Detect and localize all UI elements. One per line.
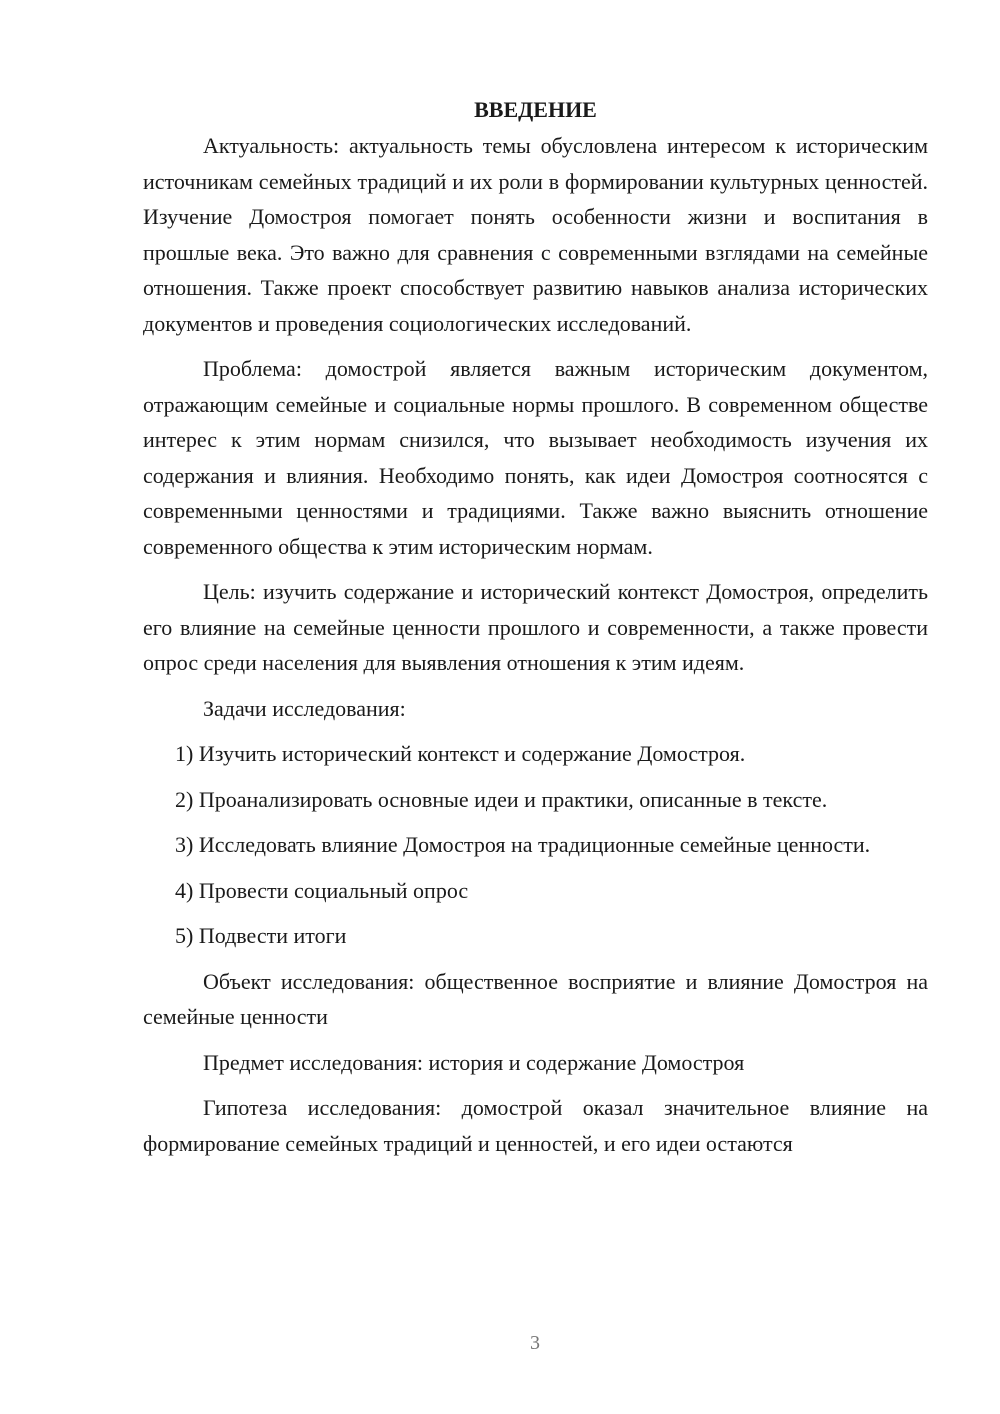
paragraph-object: Объект исследования: общественное восприятие и влияние Домостроя на семейные ценности (143, 968, 928, 1029)
section-heading: ВВЕДЕНИЕ (474, 97, 597, 122)
task-item-4: 4) Провести социальный опрос (175, 877, 469, 903)
document-page (143, 94, 928, 1171)
paragraph-hypothesis: Гипотеза исследования: домострой оказал значительное влияние на формирование семейных традиций и ценностей, и его идеи остаются (143, 1095, 928, 1156)
task-item-2: 2) Проанализировать основные идеи и практики, описанные в тексте. (175, 786, 828, 812)
paragraph-goal: Цель: изучить содержание и исторический контекст Домостроя, определить его влияние на семейные ценности прошлого и современности, а также провести опрос среди населения для выявления отношения к этим идеям. (143, 579, 928, 675)
task-item-1: 1) Изучить исторический контекст и содержание Домостроя. (175, 741, 746, 766)
task-item-5: 5) Подвести итоги (175, 923, 347, 948)
paragraph-problem: Проблема: домострой является важным историческим документом, отражающим семейные и социальные нормы прошлого. В современном обществе интерес к этим нормам снизился, что вызывает необходимость изучения их содержания и влияния. Необходимо понять, как идеи Домостроя соотносятся с современными ценностями и традициями. Также важно выяснить отношение современного общества к этим историческим нормам. (143, 356, 928, 559)
paragraph-relevance: Актуальность: актуальность темы обусловлена интересом к историческим источникам семейных традиций и их роли в формировании культурных ценностей. Изучение Домостроя помогает понять особенности жизни и воспитания в прошлые века. Это важно для сравнения с современными взглядами на семейные отношения. Также проект способствует развитию навыков анализа исторических документов и проведения социологических исследований. (143, 133, 928, 336)
paragraph-tasks-intro: Задачи исследования: (203, 695, 406, 721)
task-item-3: 3) Исследовать влияние Домостроя на традиционные семейные ценности. (175, 832, 871, 857)
page-number: 3 (530, 1332, 540, 1354)
paragraph-subject: Предмет исследования: история и содержание Домостроя (203, 1049, 745, 1075)
